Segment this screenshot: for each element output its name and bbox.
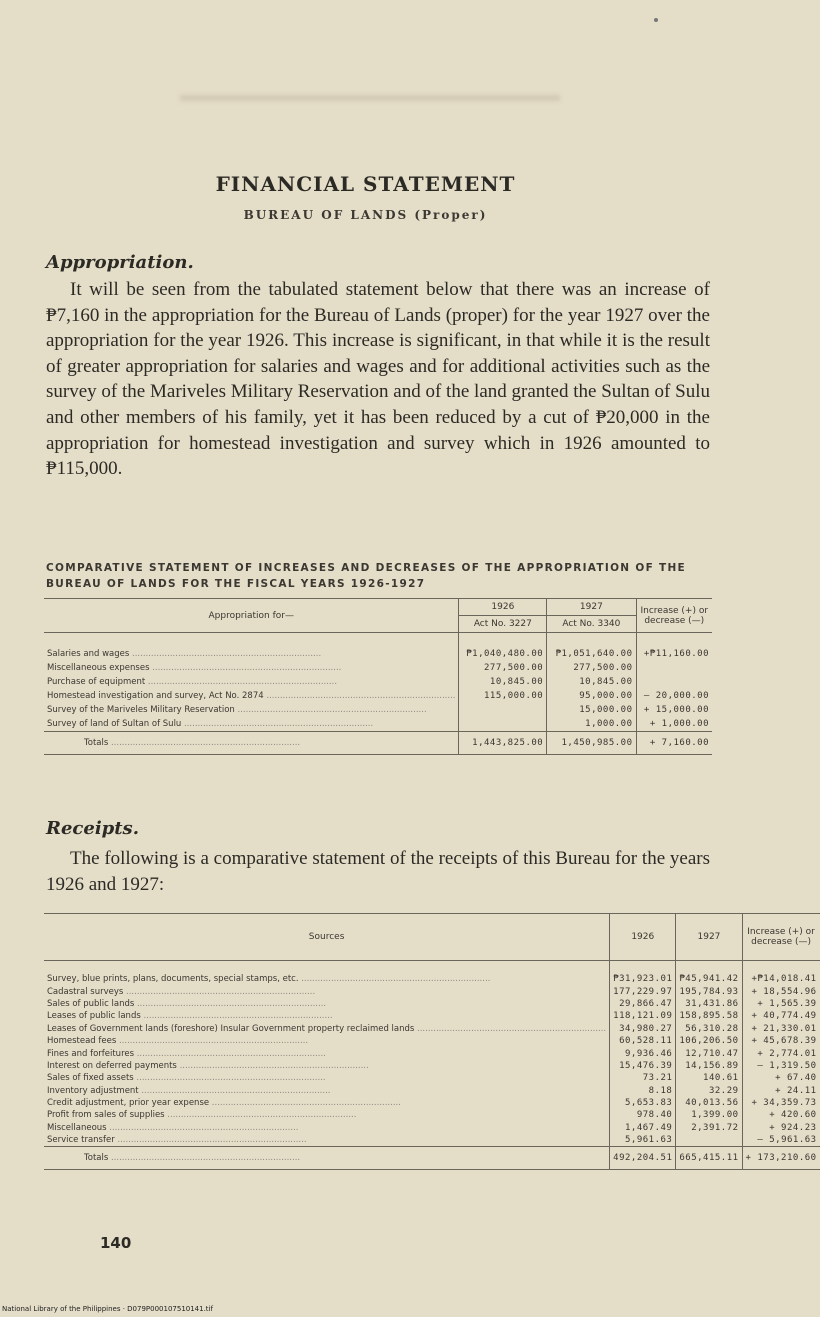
row-label: Leases of Government lands (foreshore) Insular Government property reclaimed lands ..... — [44, 1023, 610, 1035]
row-label: Fines and forfeitures ..... — [44, 1047, 610, 1059]
change-value: + 1,565.39 — [742, 998, 820, 1010]
appropriation-paragraph — [46, 277, 710, 482]
appropriation-heading: Appropriation. — [46, 252, 194, 273]
table-row — [44, 1047, 820, 1059]
table-row — [44, 1085, 820, 1097]
value-1927 — [676, 1134, 742, 1147]
value-1927: 31,431.86 — [676, 998, 742, 1010]
appropriation-table — [44, 598, 712, 755]
change-value: +₱11,160.00 — [636, 633, 712, 662]
total-change: + 7,160.00 — [636, 732, 712, 755]
value-1927: 195,784.93 — [676, 985, 742, 997]
value-1926: 73.21 — [610, 1072, 676, 1084]
table-row — [44, 1134, 820, 1147]
change-value: + 924.23 — [742, 1122, 820, 1134]
value-1927: ₱45,941.42 — [676, 961, 742, 986]
row-label: Salaries and wages ..... — [44, 633, 459, 662]
value-1926: 15,476.39 — [610, 1060, 676, 1072]
total-1926: 1,443,825.00 — [459, 732, 547, 755]
table-row — [44, 1060, 820, 1072]
value-1926: 277,500.00 — [459, 661, 547, 675]
ink-speck — [654, 18, 658, 22]
table-row — [44, 661, 712, 675]
change-value: + 18,554.96 — [742, 985, 820, 997]
page-title: FINANCIAL STATEMENT — [215, 172, 516, 196]
change-value: — 1,319.50 — [742, 1060, 820, 1072]
table-row — [44, 717, 712, 732]
total-1926: 492,204.51 — [610, 1147, 676, 1170]
receipts-change-header: Increase (+) or decrease (—) — [742, 914, 820, 961]
change-value: + 34,359.73 — [742, 1097, 820, 1109]
value-1927: 106,206.50 — [676, 1035, 742, 1047]
table-row — [44, 689, 712, 703]
value-1926: 10,845.00 — [459, 675, 547, 689]
change-value: — 20,000.00 — [636, 689, 712, 703]
change-value: + 2,774.01 — [742, 1047, 820, 1059]
value-1927: 15,000.00 — [547, 703, 636, 717]
faded-running-head — [150, 50, 610, 80]
year-1927-header: 1927 — [547, 599, 636, 616]
appropriation-text: It will be seen from the tabulated statement below that there was an increase of ₱7,160 in the appropriation for the Bureau of Lands (proper) for the year 1927 over the appropriation for the year 1926. This increase is significant, in that while it is the result of greater appropriation for salaries and wages and for additional activities such as the survey of the Mariveles Military Reservation and of the land granted the Sultan of Sulu and other members of his family, yet it has been reduced by a cut of ₱20,000 in the appropriation for homestead investigation and survey which in 1926 amounted to ₱115,000. — [46, 279, 710, 480]
value-1926: ₱1,040,480.00 — [459, 633, 547, 662]
value-1926: 60,528.11 — [610, 1035, 676, 1047]
appropriation-col-label: Appropriation for— — [208, 610, 294, 621]
value-1926 — [459, 703, 547, 717]
row-label: Homestead investigation and survey, Act No. 2874 ..... — [44, 689, 459, 703]
value-1927: 12,710.47 — [676, 1047, 742, 1059]
scan-credit: National Library of the Philippines · D079P000107510141.tif — [2, 1305, 213, 1313]
value-1927: 32.29 — [676, 1085, 742, 1097]
year-1926-header: 1926 — [459, 599, 547, 616]
table-row — [44, 703, 712, 717]
change-value: + 40,774.49 — [742, 1010, 820, 1022]
change-value: + 45,678.39 — [742, 1035, 820, 1047]
receipts-table — [44, 913, 820, 1170]
change-value — [636, 675, 712, 689]
value-1927: 95,000.00 — [547, 689, 636, 703]
change-value: + 24.11 — [742, 1085, 820, 1097]
act-1927-header: Act No. 3340 — [547, 616, 636, 633]
table-row — [44, 1097, 820, 1109]
value-1926: 9,936.46 — [610, 1047, 676, 1059]
value-1926: 29,866.47 — [610, 998, 676, 1010]
table-row — [44, 1010, 820, 1022]
receipts-paragraph — [46, 846, 710, 897]
table-row — [44, 998, 820, 1010]
value-1926: 8.18 — [610, 1085, 676, 1097]
row-label: Survey of land of Sultan of Sulu ..... — [44, 717, 459, 732]
change-value: + 420.60 — [742, 1109, 820, 1121]
change-value: + 1,000.00 — [636, 717, 712, 732]
value-1926: 115,000.00 — [459, 689, 547, 703]
change-value: +₱14,018.41 — [742, 961, 820, 986]
totals-label: Totals ..... — [44, 1147, 610, 1170]
totals-label: Totals ..... — [44, 732, 459, 755]
table-row — [44, 1023, 820, 1035]
table-row — [44, 633, 712, 662]
change-value: + 21,330.01 — [742, 1023, 820, 1035]
value-1926: ₱31,923.01 — [610, 961, 676, 986]
change-value: — 5,961.63 — [742, 1134, 820, 1147]
page-number: 140 — [100, 1234, 132, 1252]
appropriation-table-caption: COMPARATIVE STATEMENT OF INCREASES AND DECREASES OF THE APPROPRIATION OF THE BUREAU OF LANDS FOR THE FISCAL YEARS 1926-1927 — [46, 562, 687, 590]
value-1927: 140.61 — [676, 1072, 742, 1084]
sources-col-label: Sources — [308, 932, 345, 942]
row-label: Miscellaneous expenses ..... — [44, 661, 459, 675]
act-1926-header: Act No. 3227 — [459, 616, 547, 633]
page-subtitle: BUREAU OF LANDS (Proper) — [243, 208, 488, 222]
value-1927: 1,000.00 — [547, 717, 636, 732]
receipts-heading: Receipts. — [46, 818, 139, 839]
value-1926: 978.40 — [610, 1109, 676, 1121]
value-1927: 14,156.89 — [676, 1060, 742, 1072]
row-label: Miscellaneous ..... — [44, 1122, 610, 1134]
row-label: Interest on deferred payments ..... — [44, 1060, 610, 1072]
row-label: Sales of public lands ..... — [44, 998, 610, 1010]
row-label: Survey of the Mariveles Military Reservation ..... — [44, 703, 459, 717]
change-value — [636, 661, 712, 675]
value-1927: 40,013.56 — [676, 1097, 742, 1109]
change-value: + 67.40 — [742, 1072, 820, 1084]
receipts-1926-header: 1926 — [610, 914, 676, 961]
value-1927: 1,399.00 — [676, 1109, 742, 1121]
value-1926: 118,121.09 — [610, 1010, 676, 1022]
row-label: Service transfer ..... — [44, 1134, 610, 1147]
value-1926 — [459, 717, 547, 732]
row-label: Inventory adjustment ..... — [44, 1085, 610, 1097]
row-label: Purchase of equipment ..... — [44, 675, 459, 689]
value-1926: 1,467.49 — [610, 1122, 676, 1134]
total-change: + 173,210.60 — [742, 1147, 820, 1170]
row-label: Credit adjustment, prior year expense ..... — [44, 1097, 610, 1109]
change-header: Increase (+) or decrease (—) — [636, 599, 712, 633]
row-label: Leases of public lands ..... — [44, 1010, 610, 1022]
totals-row — [44, 732, 712, 755]
value-1926: 34,980.27 — [610, 1023, 676, 1035]
total-1927: 1,450,985.00 — [547, 732, 636, 755]
value-1927: 2,391.72 — [676, 1122, 742, 1134]
row-label: Homestead fees ..... — [44, 1035, 610, 1047]
receipts-text: The following is a comparative statement of the receipts of this Bureau for the years 1926 and 1927: — [46, 848, 710, 895]
value-1927: 10,845.00 — [547, 675, 636, 689]
table-row — [44, 675, 712, 689]
row-label: Profit from sales of supplies ..... — [44, 1109, 610, 1121]
table-row — [44, 1035, 820, 1047]
value-1926: 177,229.97 — [610, 985, 676, 997]
total-1927: 665,415.11 — [676, 1147, 742, 1170]
row-label: Survey, blue prints, plans, documents, special stamps, etc. ..... — [44, 961, 610, 986]
table-row — [44, 1109, 820, 1121]
change-value: + 15,000.00 — [636, 703, 712, 717]
table-row — [44, 1122, 820, 1134]
row-label: Cadastral surveys ..... — [44, 985, 610, 997]
value-1927: 277,500.00 — [547, 661, 636, 675]
table-row — [44, 961, 820, 986]
faded-stamp-line — [180, 95, 560, 101]
table-row — [44, 985, 820, 997]
value-1926: 5,653.83 — [610, 1097, 676, 1109]
value-1926: 5,961.63 — [610, 1134, 676, 1147]
value-1927: 56,310.28 — [676, 1023, 742, 1035]
value-1927: ₱1,051,640.00 — [547, 633, 636, 662]
totals-row — [44, 1147, 820, 1170]
table-row — [44, 1072, 820, 1084]
row-label: Sales of fixed assets ..... — [44, 1072, 610, 1084]
value-1927: 158,895.58 — [676, 1010, 742, 1022]
receipts-1927-header: 1927 — [676, 914, 742, 961]
